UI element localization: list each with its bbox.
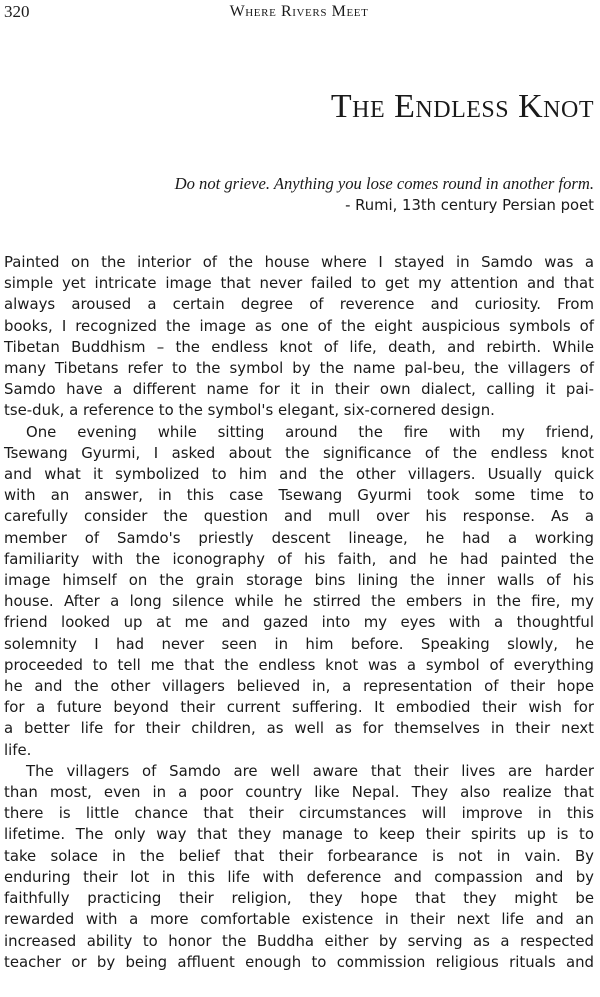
text-line: carefully consider the question and mull over his response. As a <box>4 507 594 526</box>
text-line: with an answer, in this case Tsewang Gyurmi took some time to <box>4 486 594 505</box>
text-line: The villagers of Samdo are well aware that their lives are harder <box>26 761 594 780</box>
text-line: simple yet intricate image that never failed to get my attention and that <box>4 274 594 293</box>
text-line: many Tibetans refer to the symbol by the name pal-beu, the villagers of <box>4 359 594 378</box>
paragraph-3 <box>4 761 594 973</box>
text-line: life. <box>4 740 32 759</box>
text-line: faithfully practicing their religion, they hope that they might be <box>4 889 594 908</box>
running-title: Where Rivers Meet <box>229 3 369 20</box>
text-line: One evening while sitting around the fire with my friend, <box>26 422 594 441</box>
text-line: books, I recognized the image as one of the eight auspicious symbols of <box>4 316 594 335</box>
text-line: house. After a long silence while he stirred the embers in the fire, my <box>4 592 594 611</box>
text-line: Painted on the interior of the house where I stayed in Samdo was a <box>4 253 594 271</box>
text-line: enduring their lot in this life with deference and compassion and by <box>4 867 594 886</box>
page-number: 320 <box>4 2 30 21</box>
epigraph <box>175 173 594 217</box>
text-line: for a future beyond their current suffering. It embodied their wish for <box>4 698 594 717</box>
text-line: familiarity with the iconography of his faith, and he had painted the <box>4 549 594 568</box>
text-line: rewarded with a more comfortable existence in their next life and an <box>4 910 594 929</box>
text-line: increased ability to honor the Buddha either by serving as a respected <box>4 931 594 950</box>
text-line: always aroused a certain degree of reverence and curiosity. From <box>4 295 594 314</box>
text-line: image himself on the grain storage bins lining the inner walls of his <box>4 571 594 590</box>
text-line: Tsewang Gyurmi, I asked about the significance of the endless knot <box>4 443 594 462</box>
text-line: than most, even in a poor country like Nepal. They also realize that <box>4 783 594 802</box>
paragraph-1 <box>4 252 594 422</box>
text-line: proceeded to tell me that the endless knot was a symbol of everything <box>4 655 594 674</box>
paragraph-2 <box>4 422 594 761</box>
text-line: Samdo have a different name for it in their own dialect, calling it pai- <box>4 380 594 399</box>
text-line: and what it symbolized to him and the other villagers. Usually quick <box>4 465 594 484</box>
running-head <box>4 2 594 24</box>
epigraph-quote: Do not grieve. Anything you lose comes round in another form. <box>174 174 594 193</box>
text-line: there is little chance that their circumstances will improve in this <box>4 804 594 823</box>
text-line: lifetime. The only way that they manage to keep their spirits up is to <box>4 825 594 844</box>
text-line: Tibetan Buddhism – the endless knot of life, death, and rebirth. While <box>4 337 594 356</box>
text-line: friend looked up at me and gazed into my eyes with a thoughtful <box>4 613 594 632</box>
chapter-title: The Endless Knot <box>330 88 594 125</box>
epigraph-attribution: - Rumi, 13th century Persian poet <box>345 197 594 214</box>
text-line: tse-duk, a reference to the symbol's elegant, six-cornered design. <box>4 401 495 420</box>
text-line: take solace in the belief that their forbearance is not in vain. By <box>4 846 594 865</box>
text-line: member of Samdo's priestly descent lineage, he had a working <box>4 528 594 547</box>
text-line: a better life for their children, as well as for themselves in their next <box>4 719 594 738</box>
body-text <box>4 252 594 973</box>
text-line: solemnity I had never seen in him before. Speaking slowly, he <box>4 634 594 653</box>
text-line: teacher or by being affluent enough to commission religious rituals and <box>4 952 594 971</box>
text-line: he and the other villagers believed in, a representation of their hope <box>4 677 594 696</box>
